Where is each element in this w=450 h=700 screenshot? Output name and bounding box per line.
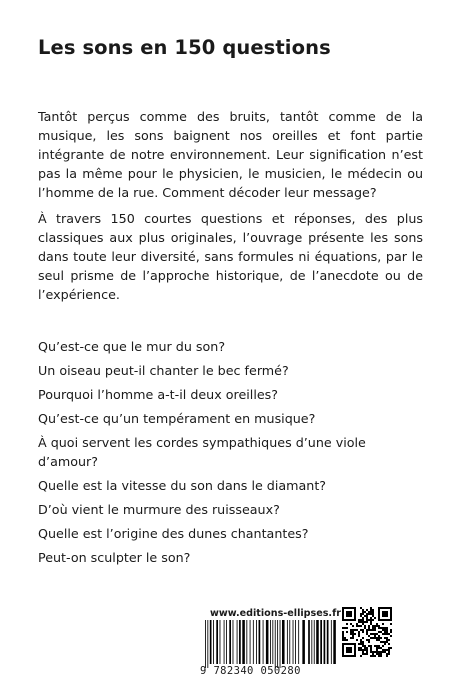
- question-item: À quoi servent les cordes sympathiques d’une viole d’amour?: [38, 435, 366, 469]
- isbn-number: 9 782340 050280: [200, 665, 301, 677]
- blurb-paragraph-1: Tantôt perçus comme des bruits, tantôt comme de la musique, les sons baignent nos oreilles et font partie intégrante de notre environnement. Leur signification n’est pas la même pour le physicien, le musicien, le médecin ou l’homme de la rue. Comment décoder leur message?: [38, 109, 423, 200]
- question-item: Peut-on sculpter le son?: [38, 550, 191, 565]
- question-item: Un oiseau peut-il chanter le bec fermé?: [38, 363, 289, 378]
- question-item: Qu’est-ce que le mur du son?: [38, 339, 226, 354]
- book-title: Les sons en 150 questions: [38, 36, 331, 59]
- blurb: [38, 107, 423, 311]
- qr-code: [342, 607, 392, 657]
- question-list: [38, 337, 423, 572]
- question-item: Qu’est-ce qu’un tempérament en musique?: [38, 411, 316, 426]
- question-item: D’où vient le murmure des ruisseaux?: [38, 502, 280, 517]
- blurb-paragraph-2: À travers 150 courtes questions et réponses, des plus classiques aux plus originales, l’ouvrage présente les sons dans toute leur diversité, sans formules ni équations, par le seul prisme de l’approche historique, de l’anecdote ou de l’expérience.: [38, 211, 423, 302]
- question-item: Quelle est l’origine des dunes chantantes?: [38, 526, 309, 541]
- question-item: Pourquoi l’homme a-t-il deux oreilles?: [38, 387, 278, 402]
- isbn-barcode: [204, 620, 338, 668]
- question-item: Quelle est la vitesse du son dans le diamant?: [38, 478, 327, 493]
- publisher-website: www.editions-ellipses.fr: [210, 608, 341, 619]
